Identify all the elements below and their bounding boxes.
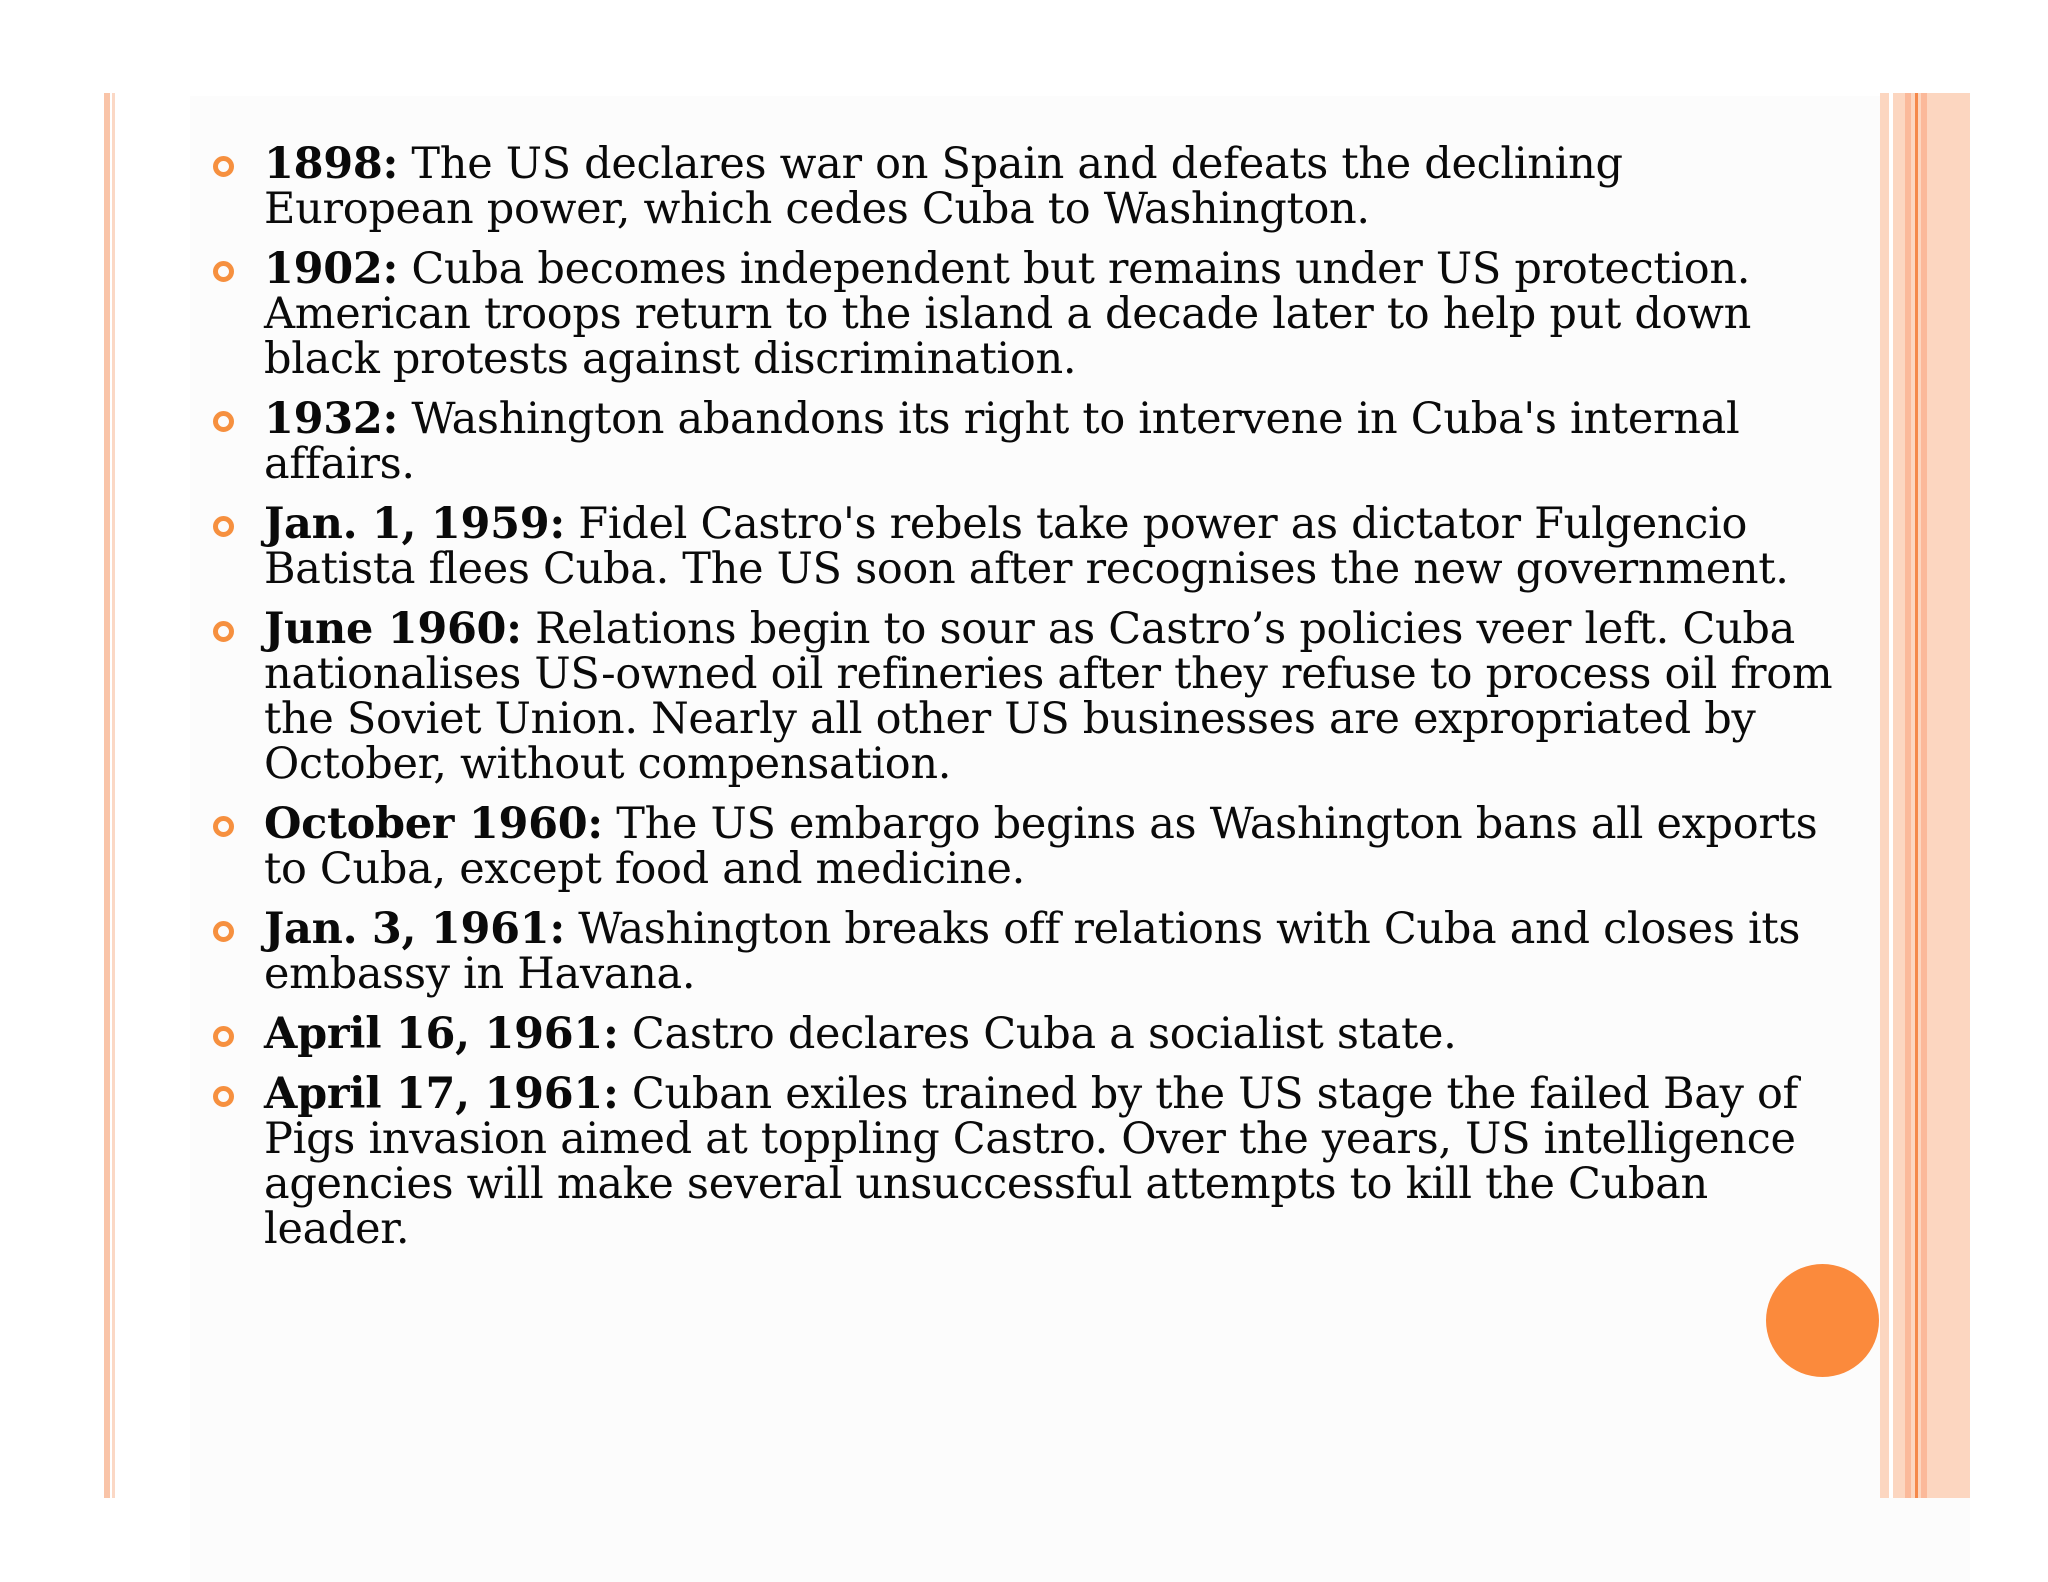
bullet-icon (213, 1026, 234, 1047)
timeline-text: Cuba becomes independent but remains under US protection. American troops return to the island a decade later to help put down black protests against discrimination. (264, 244, 1752, 384)
timeline-text: Cuban exiles trained by the US stage the failed Bay of Pigs invasion aimed at toppling Castro. Over the years, US intelligence agencies will make several unsuccessful attempts to kill the Cuban leader. (264, 1069, 1799, 1254)
right-accent-stripe (1921, 93, 1927, 1498)
bullet-icon (213, 156, 234, 177)
timeline-item (204, 139, 1844, 234)
right-accent-stripe-dark (1915, 93, 1918, 1498)
timeline-date: Jan. 1, 1959: (264, 499, 565, 549)
bullet-icon (213, 621, 234, 642)
timeline-date: Jan. 3, 1961: (264, 904, 565, 954)
right-accent-gap (1889, 93, 1893, 1498)
left-accent-line-thin (112, 93, 115, 1498)
bullet-icon (213, 921, 234, 942)
bullet-icon (213, 516, 234, 537)
timeline-item (204, 799, 1844, 894)
timeline-text: The US embargo begins as Washington bans all exports to Cuba, except food and medicine. (264, 799, 1818, 894)
timeline-item (204, 604, 1844, 789)
timeline-text: Fidel Castro's rebels take power as dictator Fulgencio Batista flees Cuba. The US soon after recognises the new government. (264, 499, 1789, 594)
left-accent-line (104, 93, 110, 1498)
timeline-item (204, 499, 1844, 594)
timeline-date: 1932: (264, 394, 399, 444)
timeline-text: Castro declares Cuba a socialist state. (618, 1009, 1457, 1059)
timeline-item (204, 244, 1844, 384)
bullet-icon (213, 261, 234, 282)
timeline-date: April 17, 1961: (264, 1069, 619, 1119)
timeline-text: Relations begin to sour as Castro’s policies veer left. Cuba nationalises US-owned oil refineries after they refuse to process oil from the Soviet Union. Nearly all other US businesses are expropriated by October, without compensation. (264, 604, 1833, 789)
right-accent-stripe (1905, 93, 1911, 1498)
timeline-text: Washington abandons its right to intervene in Cuba's internal affairs. (264, 394, 1740, 489)
timeline-item (204, 394, 1844, 489)
timeline-date: October 1960: (264, 799, 603, 849)
timeline-item (204, 1069, 1844, 1254)
timeline-list (204, 139, 1844, 1267)
timeline-item (204, 904, 1844, 999)
bullet-icon (213, 1086, 234, 1107)
orange-circle-decoration (1766, 1264, 1879, 1377)
timeline-date: April 16, 1961: (264, 1009, 619, 1059)
timeline-text: The US declares war on Spain and defeats the declining European power, which cedes Cuba to Washington. (264, 139, 1623, 234)
timeline-text: Washington breaks off relations with Cuba and closes its embassy in Havana. (264, 904, 1801, 999)
timeline-date: 1898: (264, 139, 399, 189)
timeline-item (204, 1009, 1844, 1059)
bullet-icon (213, 411, 234, 432)
timeline-date: 1902: (264, 244, 399, 294)
timeline-date: June 1960: (264, 604, 522, 654)
bullet-icon (213, 816, 234, 837)
